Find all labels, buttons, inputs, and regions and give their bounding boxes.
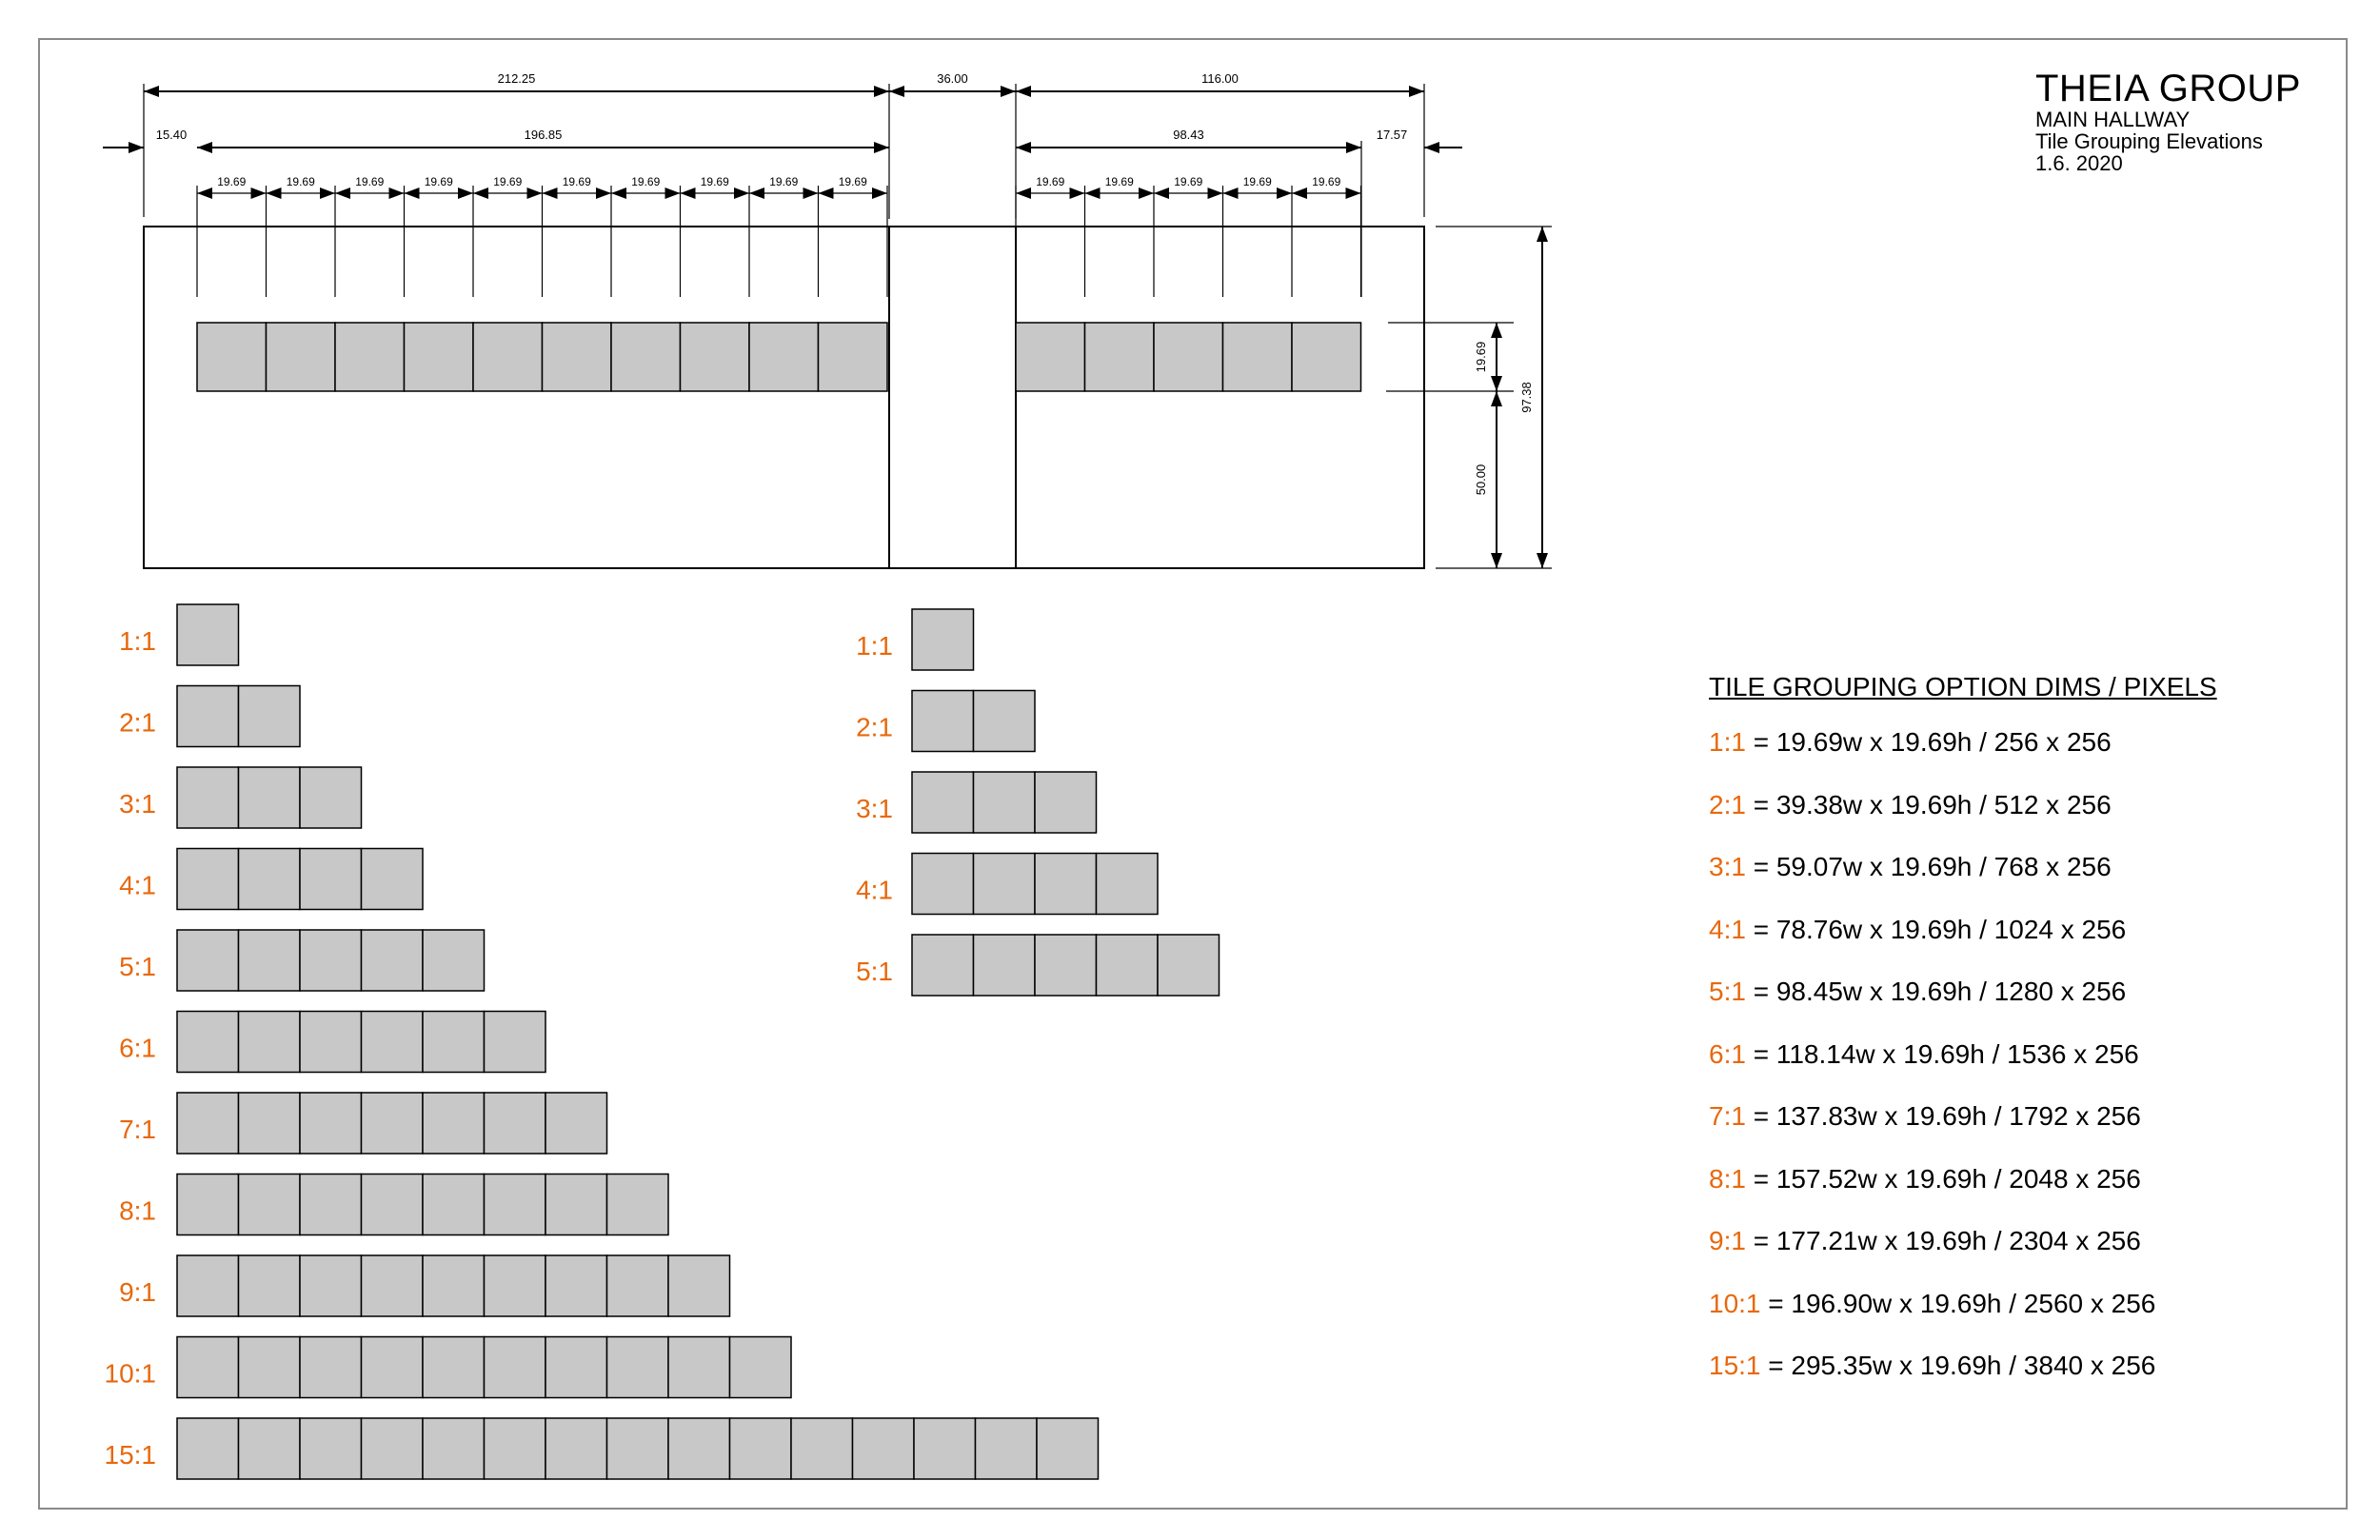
grouping-tile — [485, 1255, 546, 1316]
grouping-ratio-label: 2:1 — [856, 712, 893, 742]
dimension-label-offset: 15.40 — [155, 128, 188, 142]
grouping-tile — [300, 849, 362, 910]
grouping-tile — [607, 1175, 669, 1235]
dimension-arrow — [874, 86, 889, 97]
company-name: THEIA GROUP — [2035, 68, 2301, 109]
dimension-arrow — [129, 142, 144, 153]
dimension-arrow — [1537, 227, 1548, 242]
dimension-arrow — [749, 188, 764, 199]
legend-dims: = 39.38w x 19.69h / 512 x 256 — [1745, 789, 2112, 819]
grouping-tile — [730, 1337, 792, 1398]
legend-row — [1709, 915, 2217, 977]
grouping-tile — [423, 930, 485, 991]
grouping-tile — [974, 935, 1036, 996]
elevation-tile — [1154, 323, 1223, 391]
grouping-tile — [668, 1255, 730, 1316]
legend-row — [1709, 727, 2217, 790]
legend-ratio: 2:1 — [1709, 789, 1746, 819]
grouping-ratio-label: 4:1 — [856, 875, 893, 905]
grouping-legend — [1709, 672, 2217, 1413]
elevation-tile — [1223, 323, 1293, 391]
elevation-tile — [611, 323, 681, 391]
dimension-arrow — [1346, 142, 1361, 153]
legend-title: TILE GROUPING OPTION DIMS / PIXELS — [1709, 672, 2217, 701]
legend-dims: = 118.14w x 19.69h / 1536 x 256 — [1745, 1038, 2139, 1069]
dimension-arrow — [1491, 323, 1502, 338]
legend-rows — [1709, 727, 2217, 1413]
grouping-tile — [1035, 935, 1097, 996]
dimension-label-tile: 19.69 — [700, 175, 729, 188]
grouping-tile — [914, 1418, 976, 1479]
legend-dims: = 295.35w x 19.69h / 3840 x 256 — [1760, 1351, 2156, 1380]
legend-ratio: 1:1 — [1709, 727, 1746, 757]
grouping-tile — [177, 930, 239, 991]
grouping-tile — [239, 1012, 301, 1073]
grouping-tile — [177, 1255, 239, 1316]
location-name: MAIN HALLWAY — [2035, 108, 2191, 131]
grouping-tile — [1037, 1418, 1099, 1479]
grouping-tile — [362, 1418, 424, 1479]
grouping-tile — [177, 1093, 239, 1154]
legend-dims: = 196.90w x 19.69h / 2560 x 256 — [1760, 1288, 2156, 1318]
dimension-arrow — [889, 86, 904, 97]
dimension-label-overall: 212.25 — [497, 71, 536, 86]
grouping-tile — [177, 1337, 239, 1398]
elevation-tile — [405, 323, 474, 391]
grouping-ratio-label: 6:1 — [119, 1033, 156, 1063]
dimension-label-tile: 19.69 — [769, 175, 799, 188]
grouping-tile — [362, 849, 424, 910]
dimension-label-tile: 19.69 — [1036, 175, 1065, 188]
legend-row — [1709, 852, 2217, 915]
legend-ratio: 4:1 — [1709, 914, 1746, 944]
legend-row — [1709, 1226, 2217, 1289]
elevation-tile — [1292, 323, 1361, 391]
elevation-tile — [1016, 323, 1085, 391]
elevation-tile — [819, 323, 888, 391]
grouping-ratio-label: 5:1 — [119, 952, 156, 981]
grouping-ratio-label: 3:1 — [119, 789, 156, 819]
legend-dims: = 98.45w x 19.69h / 1280 x 256 — [1745, 977, 2127, 1006]
grouping-tile — [362, 1337, 424, 1398]
dimension-arrow — [1292, 188, 1307, 199]
legend-ratio: 6:1 — [1709, 1038, 1746, 1069]
title-block — [2035, 69, 2301, 174]
grouping-tile — [912, 854, 974, 915]
grouping-tile — [607, 1337, 669, 1398]
grouping-ratio-label: 15:1 — [104, 1440, 156, 1470]
dimension-arrow — [1085, 188, 1101, 199]
legend-dims: = 59.07w x 19.69h / 768 x 256 — [1745, 852, 2112, 881]
grouping-ratio-label: 10:1 — [104, 1358, 156, 1389]
grouping-tile — [545, 1337, 607, 1398]
grouping-tile — [239, 1175, 301, 1235]
dimension-arrow — [335, 188, 350, 199]
elevation-tile — [197, 323, 267, 391]
dimension-arrow — [734, 188, 749, 199]
grouping-tile — [300, 1337, 362, 1398]
grouping-ratio-label: 5:1 — [856, 957, 893, 986]
wall-outline — [144, 227, 1424, 568]
grouping-tile — [362, 1093, 424, 1154]
dimension-arrow — [320, 188, 335, 199]
dimension-label-tile: 19.69 — [493, 175, 523, 188]
dimension-label-offset: 17.57 — [1376, 128, 1408, 142]
grouping-tile — [362, 1012, 424, 1073]
grouping-tile — [177, 1012, 239, 1073]
dimension-label-tile-run: 98.43 — [1173, 128, 1204, 142]
legend-row — [1709, 1164, 2217, 1227]
grouping-tile — [853, 1418, 915, 1479]
dimension-label-tile: 19.69 — [1104, 175, 1134, 188]
grouping-tile — [1035, 854, 1097, 915]
dimension-arrow — [874, 142, 889, 153]
dimension-label-overall: 116.00 — [1201, 71, 1239, 86]
grouping-tile — [668, 1337, 730, 1398]
grouping-tile — [423, 1418, 485, 1479]
legend-ratio: 8:1 — [1709, 1163, 1746, 1194]
dimension-label-vertical: 19.69 — [1474, 341, 1488, 373]
grouping-tile — [1097, 935, 1159, 996]
legend-ratio: 9:1 — [1709, 1226, 1746, 1255]
legend-row — [1709, 977, 2217, 1039]
grouping-tile — [239, 849, 301, 910]
legend-row — [1709, 1101, 2217, 1164]
grouping-tile — [239, 930, 301, 991]
legend-ratio: 3:1 — [1709, 852, 1746, 881]
dimension-label-tile: 19.69 — [355, 175, 385, 188]
grouping-ratio-label: 9:1 — [119, 1277, 156, 1307]
grouping-tile — [791, 1418, 853, 1479]
grouping-tile — [545, 1175, 607, 1235]
grouping-tile — [300, 1255, 362, 1316]
dimension-label-tile: 19.69 — [562, 175, 591, 188]
drawing-date: 1.6. 2020 — [2035, 151, 2123, 176]
elevation-tile — [267, 323, 336, 391]
grouping-tile — [362, 1255, 424, 1316]
elevation-tile — [749, 323, 819, 391]
grouping-tile — [485, 1175, 546, 1235]
legend-ratio: 15:1 — [1709, 1351, 1761, 1380]
dimension-label-vertical: 97.38 — [1519, 382, 1534, 413]
grouping-tile — [976, 1418, 1038, 1479]
grouping-tile — [239, 1337, 301, 1398]
dimension-arrow — [681, 188, 696, 199]
grouping-tile — [545, 1093, 607, 1154]
dimension-arrow — [1070, 188, 1085, 199]
dimension-arrow — [596, 188, 611, 199]
legend-row — [1709, 1351, 2217, 1413]
grouping-tile — [730, 1418, 792, 1479]
grouping-tile — [300, 1012, 362, 1073]
grouping-tile — [668, 1418, 730, 1479]
dimension-label-tile-run: 196.85 — [524, 128, 563, 142]
grouping-tile — [1097, 854, 1159, 915]
drawing-title: Tile Grouping Elevations — [2035, 129, 2263, 154]
dimension-label-tile: 19.69 — [838, 175, 867, 188]
dimension-arrow — [1424, 142, 1439, 153]
dimension-label-opening: 36.00 — [937, 71, 968, 86]
dimension-arrow — [1016, 188, 1031, 199]
grouping-tile — [239, 1093, 301, 1154]
dimension-arrow — [473, 188, 488, 199]
dimension-arrow — [1139, 188, 1154, 199]
grouping-tile — [485, 1418, 546, 1479]
legend-ratio: 7:1 — [1709, 1101, 1746, 1131]
dimension-arrow — [543, 188, 558, 199]
dimension-arrow — [1208, 188, 1223, 199]
legend-dims: = 19.69w x 19.69h / 256 x 256 — [1745, 727, 2112, 757]
legend-row — [1709, 1289, 2217, 1352]
grouping-tile — [485, 1093, 546, 1154]
grouping-tile — [300, 1175, 362, 1235]
legend-ratio: 5:1 — [1709, 977, 1746, 1006]
dimension-label-vertical: 50.00 — [1474, 464, 1488, 496]
dimension-arrow — [1016, 86, 1031, 97]
dimension-arrow — [1277, 188, 1292, 199]
dimension-arrow — [665, 188, 681, 199]
grouping-tile — [485, 1337, 546, 1398]
grouping-ratio-label: 4:1 — [119, 870, 156, 900]
grouping-ratio-label: 8:1 — [119, 1195, 156, 1226]
dimension-arrow — [1537, 553, 1548, 568]
dimension-arrow — [197, 142, 212, 153]
dimension-arrow — [251, 188, 267, 199]
grouping-ratio-label: 1:1 — [119, 626, 156, 656]
dimension-arrow — [405, 188, 420, 199]
dimension-label-tile: 19.69 — [1174, 175, 1203, 188]
elevation-tile — [681, 323, 750, 391]
dimension-arrow — [389, 188, 405, 199]
grouping-tile — [423, 1255, 485, 1316]
grouping-tile — [300, 1093, 362, 1154]
grouping-tile — [423, 1337, 485, 1398]
dimension-arrow — [458, 188, 473, 199]
legend-row — [1709, 790, 2217, 853]
legend-row — [1709, 1039, 2217, 1102]
elevation-tile — [335, 323, 405, 391]
dimension-arrow — [611, 188, 626, 199]
dimension-label-tile: 19.69 — [1312, 175, 1341, 188]
dimension-arrow — [1154, 188, 1169, 199]
dimension-arrow — [872, 188, 887, 199]
grouping-tile — [1035, 772, 1097, 833]
elevation-tile — [473, 323, 543, 391]
dimension-label-tile: 19.69 — [217, 175, 247, 188]
dimension-arrow — [144, 86, 159, 97]
grouping-tile — [177, 849, 239, 910]
grouping-tile — [423, 1175, 485, 1235]
grouping-tile — [607, 1418, 669, 1479]
grouping-tile — [177, 767, 239, 828]
grouping-tile — [607, 1255, 669, 1316]
dimension-arrow — [197, 188, 212, 199]
grouping-tile — [239, 686, 301, 747]
legend-ratio: 10:1 — [1709, 1288, 1761, 1318]
grouping-tile — [239, 1255, 301, 1316]
dimension-label-tile: 19.69 — [1242, 175, 1272, 188]
grouping-ratio-label: 1:1 — [856, 631, 893, 661]
grouping-tile — [974, 691, 1036, 752]
grouping-tile — [545, 1255, 607, 1316]
dimension-arrow — [1491, 391, 1502, 406]
grouping-tile — [362, 1175, 424, 1235]
legend-dims: = 78.76w x 19.69h / 1024 x 256 — [1745, 914, 2127, 944]
legend-dims: = 157.52w x 19.69h / 2048 x 256 — [1745, 1163, 2141, 1194]
grouping-tile — [300, 930, 362, 991]
dimension-arrow — [267, 188, 282, 199]
grouping-ratio-label: 7:1 — [119, 1115, 156, 1144]
grouping-tile — [177, 604, 239, 665]
grouping-tile — [239, 1418, 301, 1479]
grouping-tile — [912, 691, 974, 752]
dimension-arrow — [1491, 553, 1502, 568]
grouping-tile — [177, 686, 239, 747]
elevation-tile — [1085, 323, 1155, 391]
grouping-tile — [362, 930, 424, 991]
grouping-tile — [177, 1175, 239, 1235]
dimension-label-tile: 19.69 — [286, 175, 315, 188]
dimension-arrow — [1001, 86, 1016, 97]
grouping-tile — [912, 935, 974, 996]
grouping-tile — [485, 1012, 546, 1073]
grouping-tile — [423, 1012, 485, 1073]
dimension-label-tile: 19.69 — [424, 175, 453, 188]
grouping-tile — [1158, 935, 1220, 996]
dimension-arrow — [1346, 188, 1361, 199]
grouping-ratio-label: 3:1 — [856, 794, 893, 823]
grouping-tile — [545, 1418, 607, 1479]
grouping-tile — [974, 772, 1036, 833]
elevation-tile — [543, 323, 612, 391]
legend-dims: = 137.83w x 19.69h / 1792 x 256 — [1745, 1101, 2141, 1131]
grouping-tile — [300, 767, 362, 828]
grouping-tile — [912, 609, 974, 670]
grouping-tile — [974, 854, 1036, 915]
dimension-arrow — [819, 188, 834, 199]
grouping-tile — [239, 767, 301, 828]
dimension-label-tile: 19.69 — [631, 175, 661, 188]
grouping-ratio-label: 2:1 — [119, 707, 156, 738]
dimension-arrow — [803, 188, 819, 199]
grouping-tile — [912, 772, 974, 833]
grouping-tile — [177, 1418, 239, 1479]
dimension-arrow — [1491, 376, 1502, 391]
grouping-tile — [423, 1093, 485, 1154]
legend-dims: = 177.21w x 19.69h / 2304 x 256 — [1745, 1226, 2141, 1255]
dimension-arrow — [527, 188, 543, 199]
dimension-arrow — [1409, 86, 1424, 97]
dimension-arrow — [1016, 142, 1031, 153]
dimension-arrow — [1223, 188, 1239, 199]
grouping-tile — [300, 1418, 362, 1479]
